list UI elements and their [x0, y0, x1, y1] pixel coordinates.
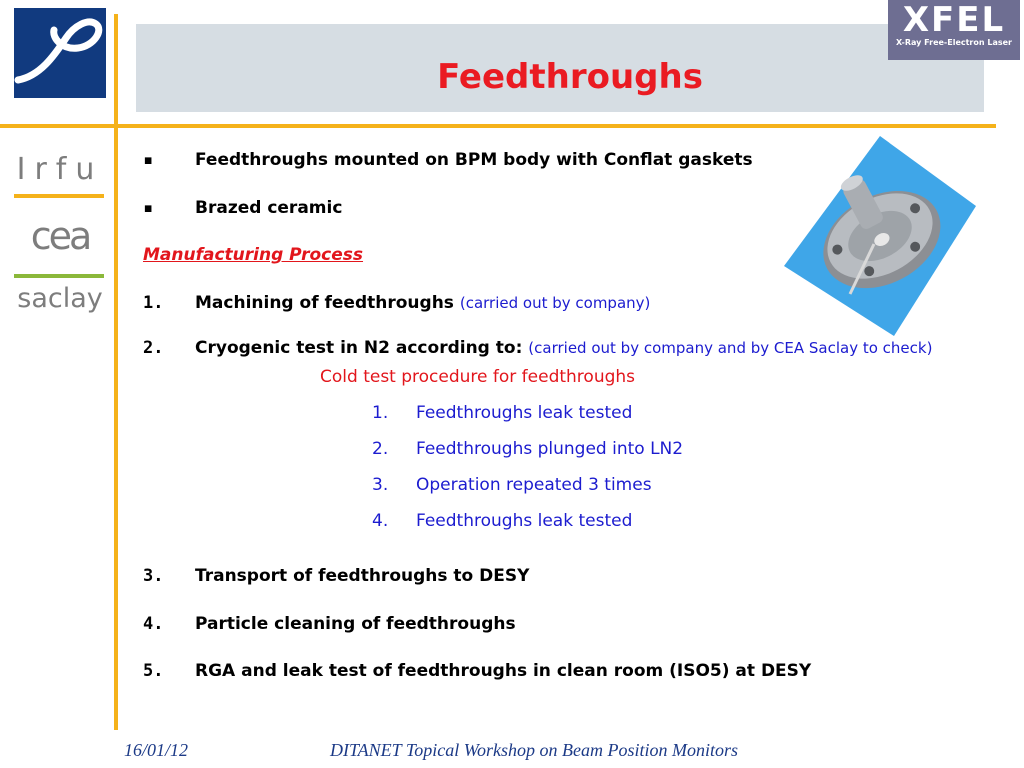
step-label: Cryogenic test in N2 according to: [195, 338, 523, 358]
institute-logo [14, 8, 106, 98]
xfel-logo [888, 0, 1020, 60]
step-number: 5. [143, 661, 164, 681]
footer-event-title: DITANET Topical Workshop on Beam Position Monitors [330, 740, 739, 760]
irfu-logo: Irfu [16, 152, 104, 187]
cold-test-heading: Cold test procedure for feedthroughs [320, 367, 636, 387]
horizontal-accent-line [0, 124, 996, 128]
step-text: Particle cleaning of feedthroughs [195, 614, 516, 634]
cea-logo: cea [30, 214, 90, 258]
step-text: RGA and leak test of feedthroughs in clean room (ISO5) at DESY [195, 661, 812, 681]
step-text [195, 338, 932, 358]
cold-test-item: Feedthroughs leak tested [416, 403, 633, 423]
bullet-text: Feedthroughs mounted on BPM body with Conflat gaskets [195, 150, 753, 170]
step-number: 3. [143, 566, 164, 586]
step-number: 2. [143, 338, 164, 358]
vertical-accent-line [114, 14, 118, 730]
bullet-text: Brazed ceramic [195, 198, 343, 218]
slide-title: Feedthroughs [437, 57, 703, 97]
cold-test-item: Operation repeated 3 times [416, 475, 652, 495]
step-note: (carried out by company and by CEA Saclay to check) [528, 339, 933, 357]
cold-test-item: Feedthroughs leak tested [416, 511, 633, 531]
step-text: Transport of feedthroughs to DESY [195, 566, 530, 586]
bullet-marker: ▪ [143, 150, 154, 170]
cold-test-number: 3. [372, 475, 389, 495]
cold-test-item: Feedthroughs plunged into LN2 [416, 439, 684, 459]
irfu-underline [14, 194, 104, 198]
footer-date: 16/01/12 [124, 740, 189, 760]
xfel-logo-subtitle: X-Ray Free-Electron Laser [896, 38, 1012, 47]
xfel-logo-text: XFEL [902, 0, 1006, 40]
cold-test-number: 1. [372, 403, 389, 423]
saclay-logo: saclay [17, 283, 103, 314]
bullet-marker: ▪ [143, 198, 154, 218]
section-heading: Manufacturing Process [143, 245, 364, 265]
step-text [195, 293, 650, 313]
step-number: 4. [143, 614, 164, 634]
cold-test-number: 2. [372, 439, 389, 459]
cold-test-number: 4. [372, 511, 389, 531]
step-number: 1. [143, 293, 164, 313]
feedthrough-photo [784, 136, 976, 336]
cea-underline [14, 274, 104, 278]
step-note: (carried out by company) [459, 294, 651, 312]
step-label: Machining of feedthroughs [195, 293, 454, 313]
